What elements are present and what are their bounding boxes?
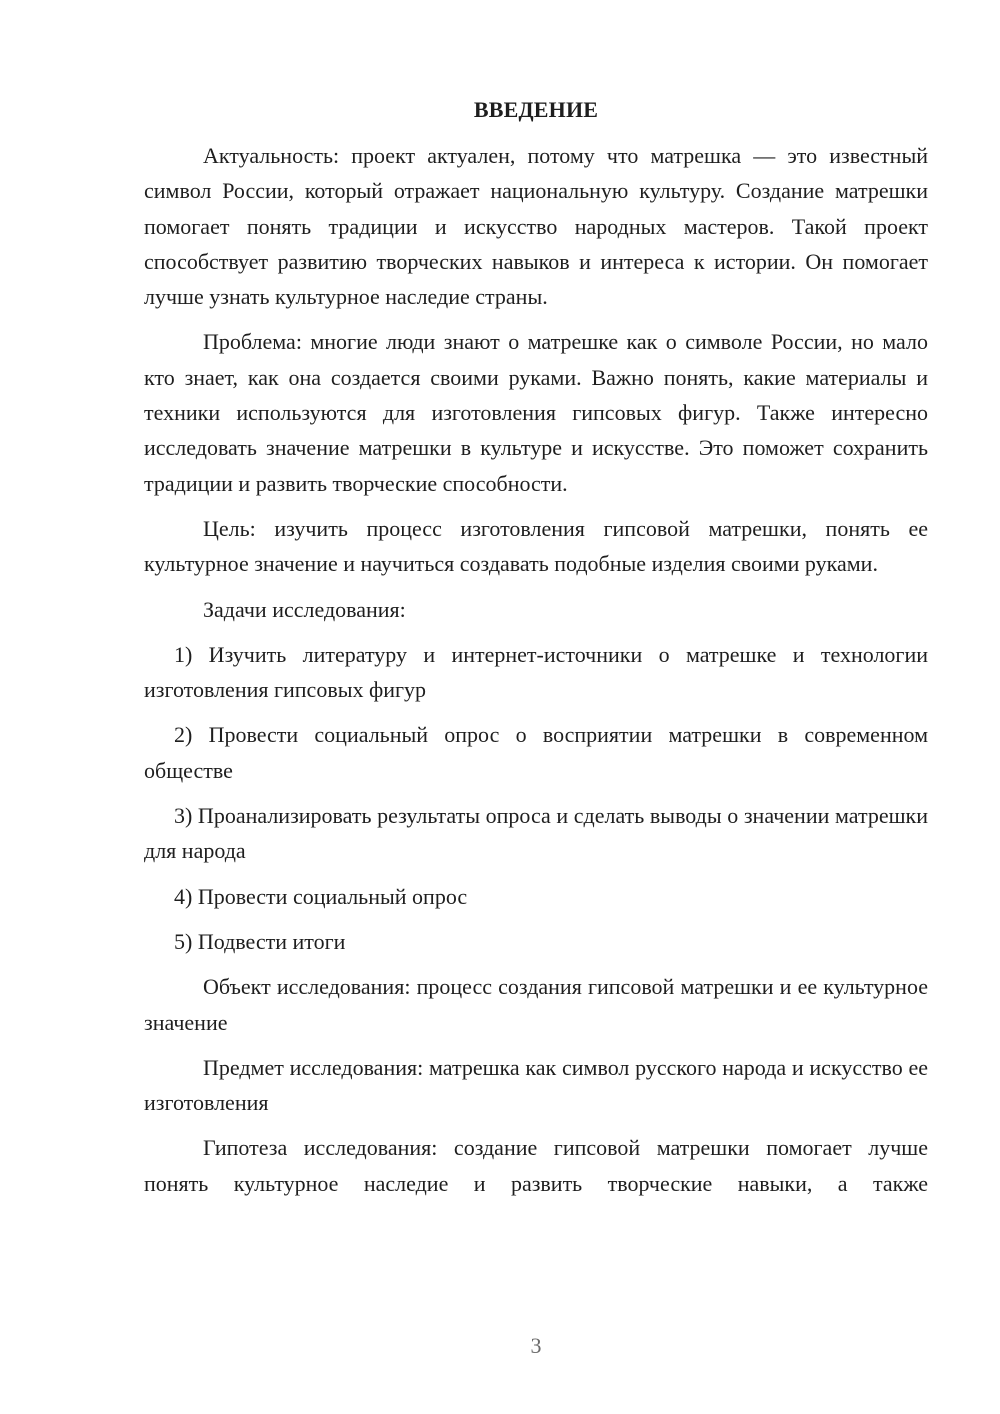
task-item-2: 2) Провести социальный опрос о восприятии матрешки в современном обществе (144, 722, 928, 783)
task-item-5: 5) Подвести итоги (174, 928, 346, 954)
paragraph-object: Объект исследования: процесс создания гипсовой матрешки и ее культурное значение (144, 974, 928, 1035)
page-title: ВВЕДЕНИЕ (473, 97, 599, 122)
task-item-3: 3) Проанализировать результаты опроса и сделать выводы о значении матрешки для народа (144, 803, 928, 864)
page-number: 3 (530, 1333, 542, 1358)
document-page (144, 94, 928, 1201)
paragraph-tasks-heading: Задачи исследования: (203, 596, 406, 622)
paragraph-goal: Цель: изучить процесс изготовления гипсовой матрешки, понять ее культурное значение и научиться создавать подобные изделия своими руками. (144, 515, 928, 577)
paragraph-problem: Проблема: многие люди знают о матрешке как о символе России, но мало кто знает, как она создается своими руками. Важно понять, какие материалы и техники используются для изготовления гипсовых фигур. Также интересно исследовать значение матрешки в культуре и искусстве. Это поможет сохранить традиции и развить творческие способности. (144, 329, 928, 496)
task-item-1: 1) Изучить литературу и интернет-источники о матрешке и технологии изготовления гипсовых фигур (144, 641, 928, 703)
paragraph-hypothesis: Гипотеза исследования: создание гипсовой матрешки помогает лучше понять культурное наследие и развить творческие навыки, а также (144, 1135, 928, 1196)
paragraph-relevance: Актуальность: проект актуален, потому что матрешка — это известный символ России, который отражает национальную культуру. Создание матрешки помогает понять традиции и искусство народных мастеров. Такой проект способствует развитию творческих навыков и интереса к истории. Он помогает лучше узнать культурное наследие страны. (144, 143, 928, 310)
task-item-4: 4) Провести социальный опрос (174, 883, 468, 909)
paragraph-subject: Предмет исследования: матрешка как символ русского народа и искусство ее изготовления (144, 1054, 928, 1116)
